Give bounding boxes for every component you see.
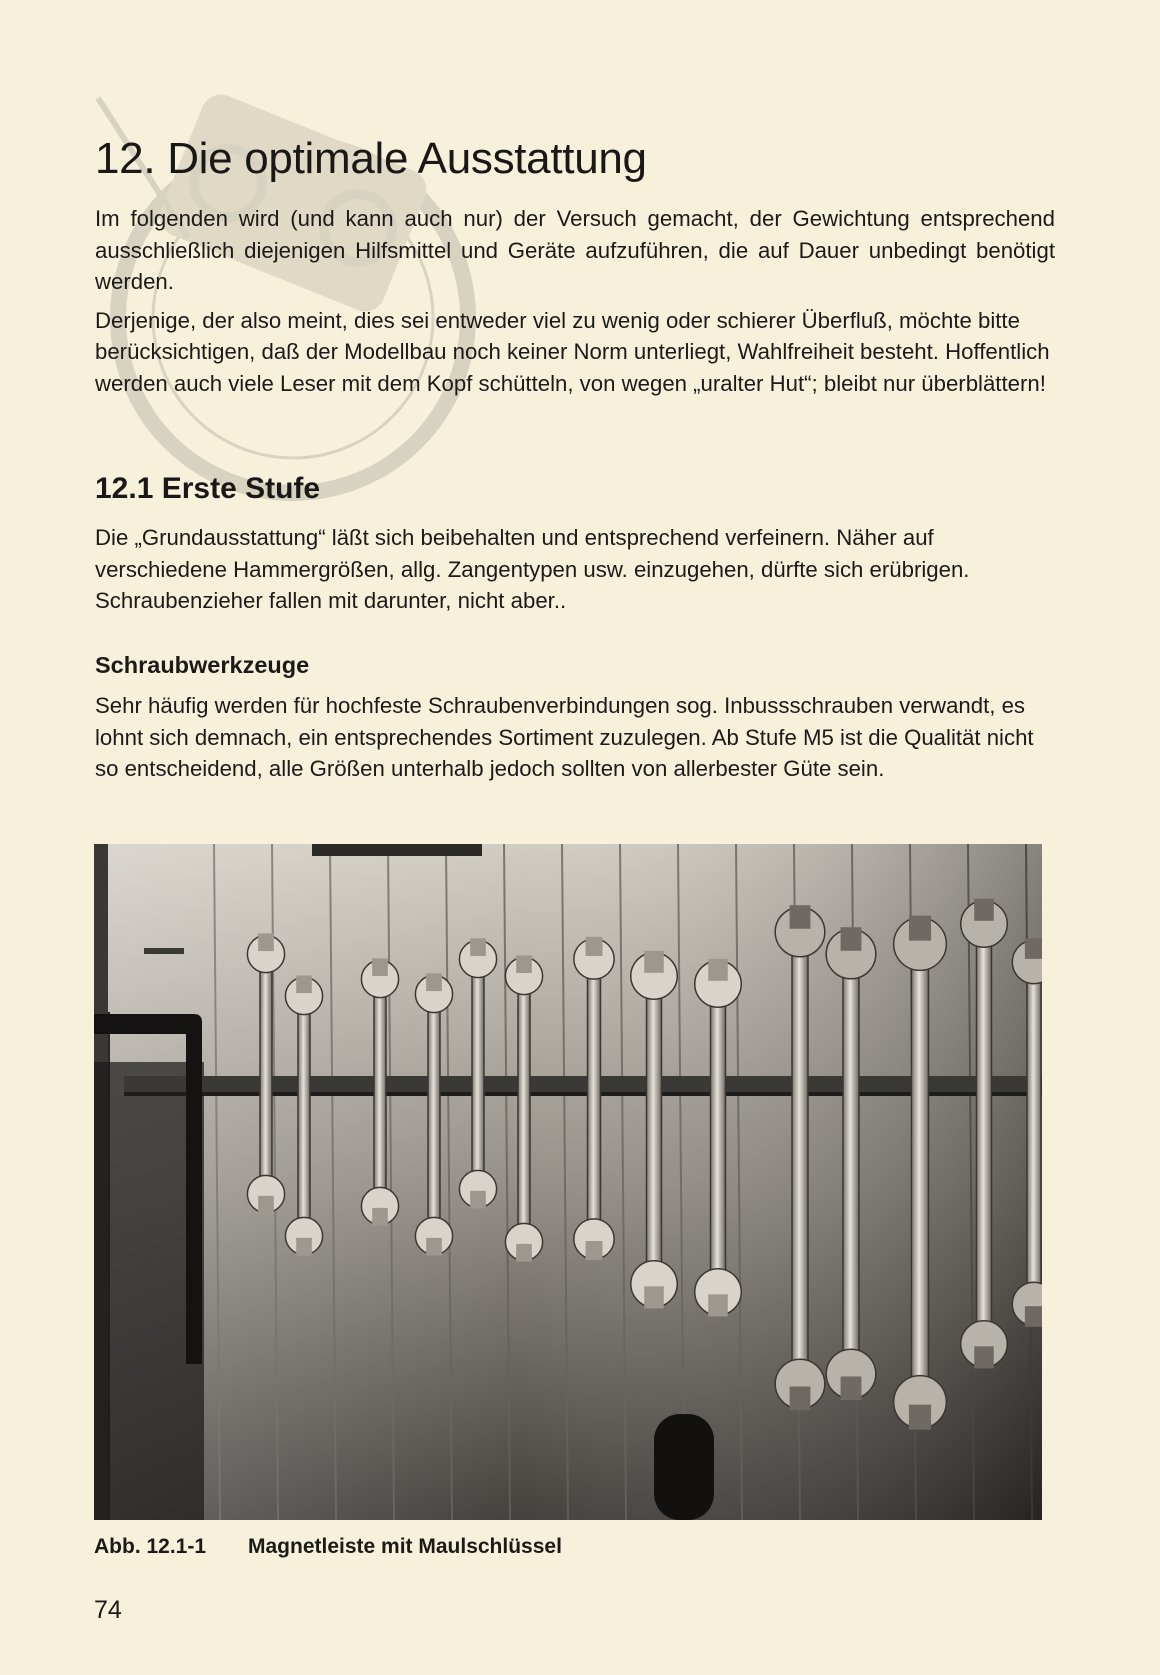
figure-caption-text: Magnetleiste mit Maulschlüssel: [248, 1535, 562, 1558]
section-text: [95, 522, 1055, 624]
intro-paragraph-2: Derjenige, der also meint, dies sei entweder viel zu wenig oder schierer Überfluß, möchte bitte berücksichtigen, daß der Modellbau noch keiner Norm unterliegt, Wahlfreiheit besteht. Hoffentlich werden auch viele Leser mit dem Kopf schütteln, von wegen „uralter Hut“; bleibt nur überblättern!: [95, 307, 1050, 396]
wrench-photo: [94, 844, 1042, 1520]
wrench-photo-drawing: [94, 844, 1042, 1520]
page-number: 74: [94, 1596, 122, 1624]
intro-paragraph-1: Im folgenden wird (und kann auch nur) der Versuch gemacht, der Gewichtung entsprechend ausschließlich diejenigen Hilfsmittel und Geräte aufzuführen, die auf Dauer unbedingt benötigt werden.: [95, 206, 1055, 294]
section-title: 12.1 Erste Stufe: [95, 472, 321, 505]
subsection-text: [95, 690, 1055, 792]
subsection-title: Schraubwerkzeuge: [95, 652, 310, 678]
figure-number: Abb. 12.1-1: [94, 1535, 207, 1558]
intro-text: [95, 203, 1055, 406]
subsection-paragraph: Sehr häufig werden für hochfeste Schraubenverbindungen sog. Inbussschrauben verwandt, es lohnt sich demnach, ein entsprechendes Sortiment zuzulegen. Ab Stufe M5 ist die Qualität nicht so entscheidend, alle Größen unterhalb jedoch sollten von allerbester Güte sein.: [95, 693, 1034, 781]
figure-caption: [94, 1535, 562, 1559]
section-paragraph: Die „Grundausstattung“ läßt sich beibehalten und entsprechend verfeinern. Näher auf verschiedene Hammergrößen, allg. Zangentypen usw. einzugehen, dürfte sich erübrigen. Schraubenzieher fallen mit darunter, nicht aber..: [95, 525, 970, 613]
chapter-title: 12. Die optimale Ausstattung: [95, 134, 647, 183]
